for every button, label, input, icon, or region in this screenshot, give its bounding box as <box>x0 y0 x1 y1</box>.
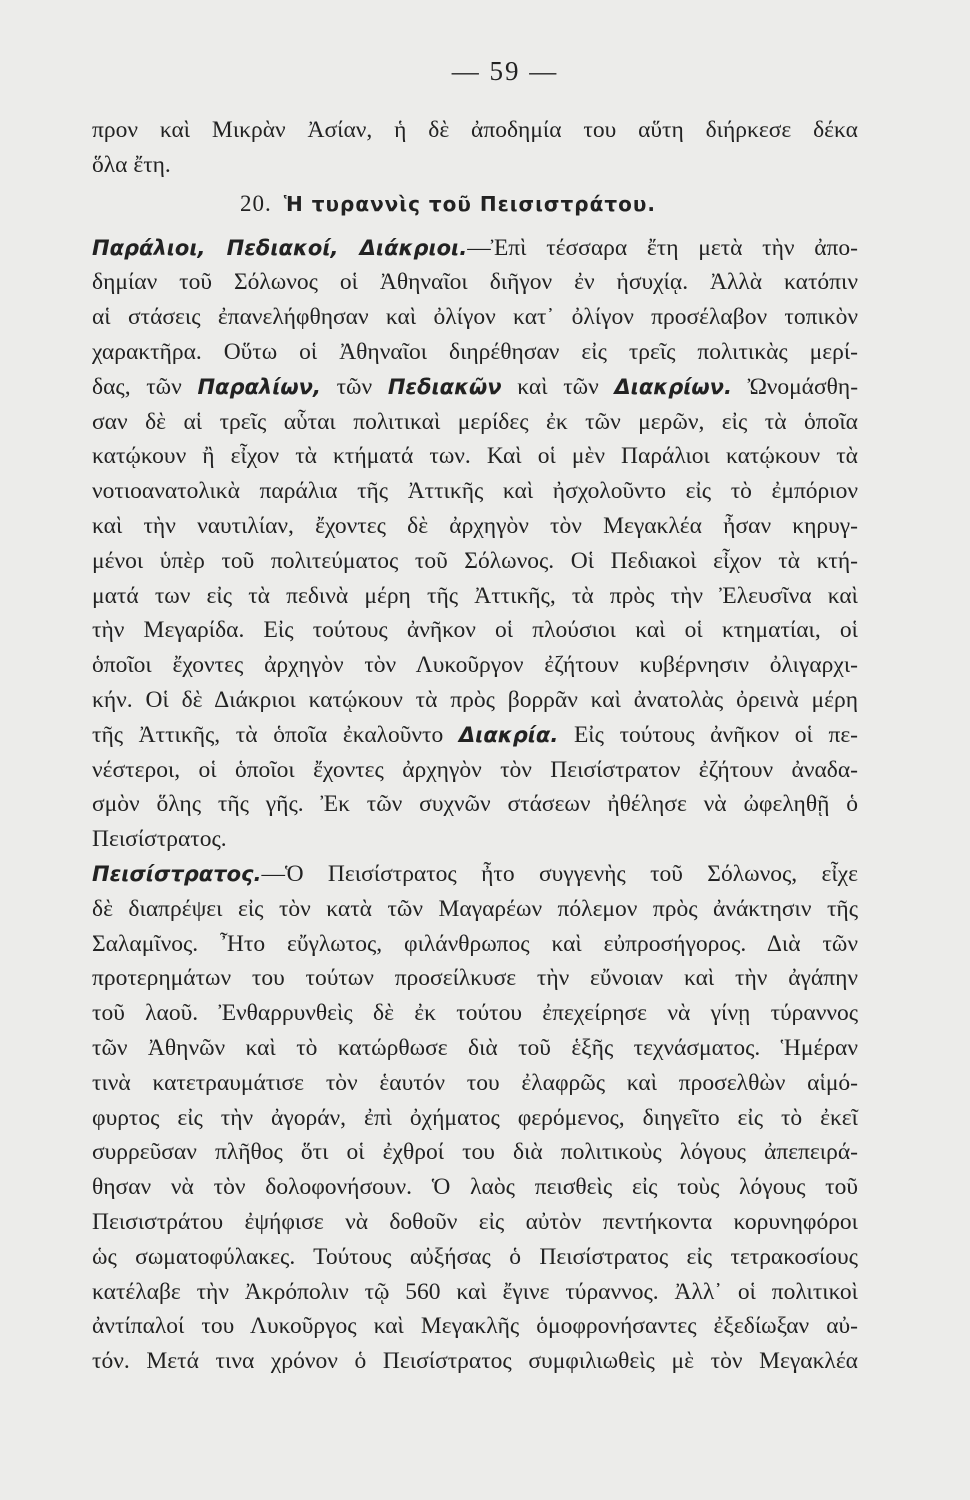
text-fragment: δας, τῶν <box>92 373 182 400</box>
emphasized-term: Παραλίων, <box>197 374 321 399</box>
text-fragment: τῆς Ἀττικῆς, τὰ ὁποῖα ἐκαλοῦντο <box>92 721 444 748</box>
text-line: Πεισιστράτου ἐψήφισε νὰ δοθοῦν εἰς αὐτὸν πεντήκοντα κορυνηφόροι <box>92 1208 858 1235</box>
text-line: σμὸν ὅλης τῆς γῆς. Ἐκ τῶν συχνῶν στάσεων ἠθέλησε νὰ ὠφεληθῇ ὁ <box>92 791 858 818</box>
text-line: συρρεῦσαν πλῆθος ὅτι οἱ ἐχθροί του διὰ πολιτικοὺς λόγους ἀπεπειρά- <box>92 1139 858 1166</box>
text-line: τοῦ λαοῦ. Ἐνθαρρυνθεὶς δὲ ἐκ τούτου ἐπεχείρησε νὰ γίνῃ τύραννος <box>92 1000 858 1027</box>
text-line: δημίαν τοῦ Σόλωνος οἱ Ἀθηναῖοι διῆγον ἐν ἡσυχίᾳ. Ἀλλὰ κατόπιν <box>92 269 858 296</box>
emphasized-term: Διακρίων. <box>614 374 732 399</box>
body-text <box>92 113 858 1379</box>
text-line: δὲ διαπρέψει εἰς τὸν κατὰ τῶν Μαγαρέων πόλεμον πρὸς ἀνάκτησιν τῆς <box>92 895 858 922</box>
text-line <box>92 370 858 405</box>
text-line: σαν δὲ αἱ τρεῖς αὗται πολιτικαὶ μερίδες ἐκ τῶν μερῶν, εἰς τὰ ὁποῖα <box>92 408 858 435</box>
paragraph-first-line <box>92 231 858 266</box>
text-fragment: —Ὁ Πεισίστρατος ἦτο συγγενὴς τοῦ Σόλωνος, εἶχε <box>261 860 858 887</box>
text-fragment: τῶν <box>336 373 373 400</box>
text-line <box>92 718 858 753</box>
text-line: κήν. Οἱ δὲ Διάκριοι κατῴκουν τὰ πρὸς βορρᾶν καὶ ἀνατολὰς ὀρεινὰ μέρη <box>92 686 858 713</box>
text-line: ὡς σωματοφύλακες. Τούτους αὐξήσας ὁ Πεισίστρατος εἰς τετρακοσίους <box>92 1243 858 1270</box>
text-fragment: Ὠνομάσθη- <box>747 373 859 400</box>
text-line: τῶν Ἀθηνῶν καὶ τὸ κατώρθωσε διὰ τοῦ ἑξῆς τεχνάσματος. Ἡμέραν <box>92 1034 858 1061</box>
text-line: ἀντίπαλοί του Λυκοῦργος καὶ Μεγακλῆς ὁμοφρονήσαντες ἐξεδίωξαν αὐ- <box>92 1313 858 1340</box>
text-fragment: καὶ τῶν <box>517 373 599 400</box>
page-number: — 59 — <box>451 56 559 86</box>
text-line: νοτιοανατολικὰ παράλια τῆς Ἀττικῆς καὶ ἠσχολοῦντο εἰς τὸ ἐμπόριον <box>92 478 858 505</box>
emphasized-term: Διακρία. <box>458 722 559 747</box>
text-line: καὶ τὴν ναυτιλίαν, ἔχοντες δὲ ἀρχηγὸν τὸν Μεγακλέα ἦσαν κηρυγ- <box>92 512 858 539</box>
text-fragment: Εἰς τούτους ἀνῆκον οἱ πε- <box>573 721 859 748</box>
section-heading <box>240 189 858 219</box>
paragraph-term: Πεισίστρατος. <box>92 861 262 886</box>
text-line: μένοι ὑπὲρ τοῦ πολιτεύματος τοῦ Σόλωνος. Οἱ Πεδιακοὶ εἶχον τὰ κτή- <box>92 547 858 574</box>
text-line: προτερημάτων του τούτων προσείλκυσε τὴν εὔνοιαν καὶ τὴν ἀγάπην <box>92 965 858 992</box>
text-line: θησαν νὰ τὸν δολοφονήσουν. Ὁ λαὸς πεισθεὶς εἰς τοὺς λόγους τοῦ <box>92 1174 858 1201</box>
section-number: 20. <box>240 190 272 216</box>
section-title: Ἡ τυραννὶς τοῦ Πεισιστράτου. <box>283 191 656 216</box>
text-line: τόν. Μετά τινα χρόνον ὁ Πεισίστρατος συμφιλιωθεὶς μὲ τὸν Μεγακλέα <box>92 1348 858 1375</box>
text-line: φυρτος εἰς τὴν ἀγοράν, ἐπὶ ὀχήματος φερόμενος, διηγεῖτο εἰς τὸ ἐκεῖ <box>92 1104 858 1131</box>
text-line: κατῴκουν ἢ εἶχον τὰ κτήματά των. Καὶ οἱ μὲν Παράλιοι κατῴκουν τὰ <box>92 443 858 470</box>
paragraph-term: Παράλιοι, Πεδιακοί, Διάκριοι. <box>92 235 468 260</box>
text-line: τινὰ κατετραυμάτισε τὸν ἑαυτόν του ἐλαφρῶς καὶ προσελθὼν αἱμό- <box>92 1069 858 1096</box>
text-fragment: —Ἐπὶ τέσσαρα ἔτη μετὰ τὴν ἀπο- <box>467 234 858 261</box>
text-line: κατέλαβε τὴν Ἀκρόπολιν τῷ 560 καὶ ἔγινε τύραννος. Ἀλλ᾽ οἱ πολιτικοὶ <box>92 1278 858 1305</box>
text-line: προν καὶ Μικρὰν Ἀσίαν, ἡ δὲ ἀποδημία του αὕτη διήρκεσε δέκα <box>92 117 858 143</box>
text-line: νέστεροι, οἱ ὁποῖοι ἔχοντες ἀρχηγὸν τὸν Πεισίστρατον ἐζήτουν ἀναδα- <box>92 756 858 783</box>
text-line: Πεισίστρατος. <box>92 826 227 853</box>
text-line: Σαλαμῖνος. Ἦτο εὔγλωτος, φιλάνθρωπος καὶ εὐπροσήγορος. Διὰ τῶν <box>92 930 858 957</box>
text-line: ὁποῖοι ἔχοντες ἀρχηγὸν τὸν Λυκοῦργον ἐζήτουν κυβέρνησιν ὀλιγαρχι- <box>92 652 858 679</box>
text-line: ματά των εἰς τὰ πεδινὰ μέρη τῆς Ἀττικῆς, τὰ πρὸς τὴν Ἐλευσῖνα καὶ <box>92 582 858 609</box>
paragraph-first-line <box>92 857 858 892</box>
text-line: χαρακτῆρα. Οὕτω οἱ Ἀθηναῖοι διηρέθησαν εἰς τρεῖς πολιτικὰς μερί- <box>92 338 858 365</box>
emphasized-term: Πεδιακῶν <box>387 374 502 399</box>
text-line: αἱ στάσεις ἐπανελήφθησαν καὶ ὀλίγον κατ᾽ ὀλίγον προσέλαβον τοπικὸν <box>92 304 858 331</box>
text-line: ὅλα ἔτη. <box>92 151 171 178</box>
text-line: τὴν Μεγαρίδα. Εἰς τούτους ἀνῆκον οἱ πλούσιοι καὶ οἱ κτηματίαι, οἱ <box>92 617 858 644</box>
